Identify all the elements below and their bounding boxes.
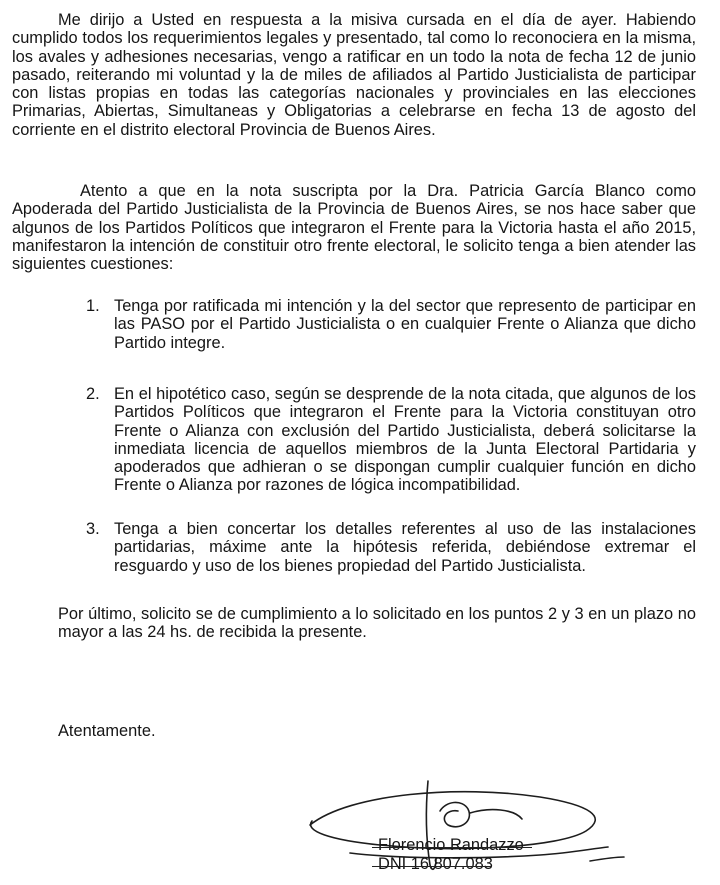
signature-stroke	[372, 866, 492, 867]
list-item	[86, 385, 696, 495]
list-item-number: 1.	[86, 297, 100, 315]
signer-name: Florencio Randazzo	[378, 836, 524, 854]
list-item-text: En el hipotético caso, según se desprende de la nota citada, que algunos de los Partidos Políticos que integraron el Frente para la Victoria constituyan otro Frente o Alianza con exclusión del Partido Justicialista, deberá solicitarse la inmediata licencia de aquellos miembros de la Junta Electoral Partidaria y apoderados que adhieran o se dispongan cumplir cualquier función en dicho Frente o Alianza por razones de lógica incompatibilidad.	[114, 385, 696, 495]
list-item	[86, 520, 696, 575]
signer-dni: DNI 16.807.083	[378, 855, 493, 873]
signature-stroke	[372, 847, 532, 848]
closing-salutation: Atentamente.	[58, 722, 156, 740]
paragraph-request: Atento a que en la nota suscripta por la Dra. Patricia García Blanco como Apoderada del Partido Justicialista de la Provincia de Buenos Aires, se nos hace saber que algunos de los Partidos Políticos que integraron el Frente para la Victoria hasta el año 2015, manifestaron la intención de constituir otro frente electoral, le solicito tenga a bien atender las siguientes cuestiones:	[12, 182, 696, 274]
paragraph-response: Me dirijo a Usted en respuesta a la misiva cursada en el día de ayer. Habiendo cumplido todos los requerimientos legales y presentado, tal como lo reconociera en la misma, los avales y adhesiones necesarias, vengo a ratificar en un todo la nota de fecha 12 de junio pasado, reiterando mi voluntad y la de miles de afiliados al Partido Justicialista de participar con listas propias en todas las categorías nacionales y provinciales en las elecciones Primarias, Abiertas, Simultaneas y Obligatorias a celebrarse en fecha 13 de agosto del corriente en el distrito electoral Provincia de Buenos Aires.	[12, 11, 696, 139]
paragraph-deadline: Por último, solicito se de cumplimiento a lo solicitado en los puntos 2 y 3 en un plazo no mayor a las 24 hs. de recibida la presente.	[58, 605, 696, 642]
list-item-text: Tenga por ratificada mi intención y la del sector que represento de participar en las PASO por el Partido Justicialista o en cualquier Frente o Alianza que dicho Partido integre.	[114, 297, 696, 352]
list-item-number: 3.	[86, 520, 100, 538]
list-item-number: 2.	[86, 385, 100, 403]
list-item	[86, 297, 696, 352]
list-item-text: Tenga a bien concertar los detalles referentes al uso de las instalaciones partidarias, máxime ante la hipótesis referida, debiéndose extremar el resguardo y uso de los bienes propiedad del Partido Justicialista.	[114, 520, 696, 575]
